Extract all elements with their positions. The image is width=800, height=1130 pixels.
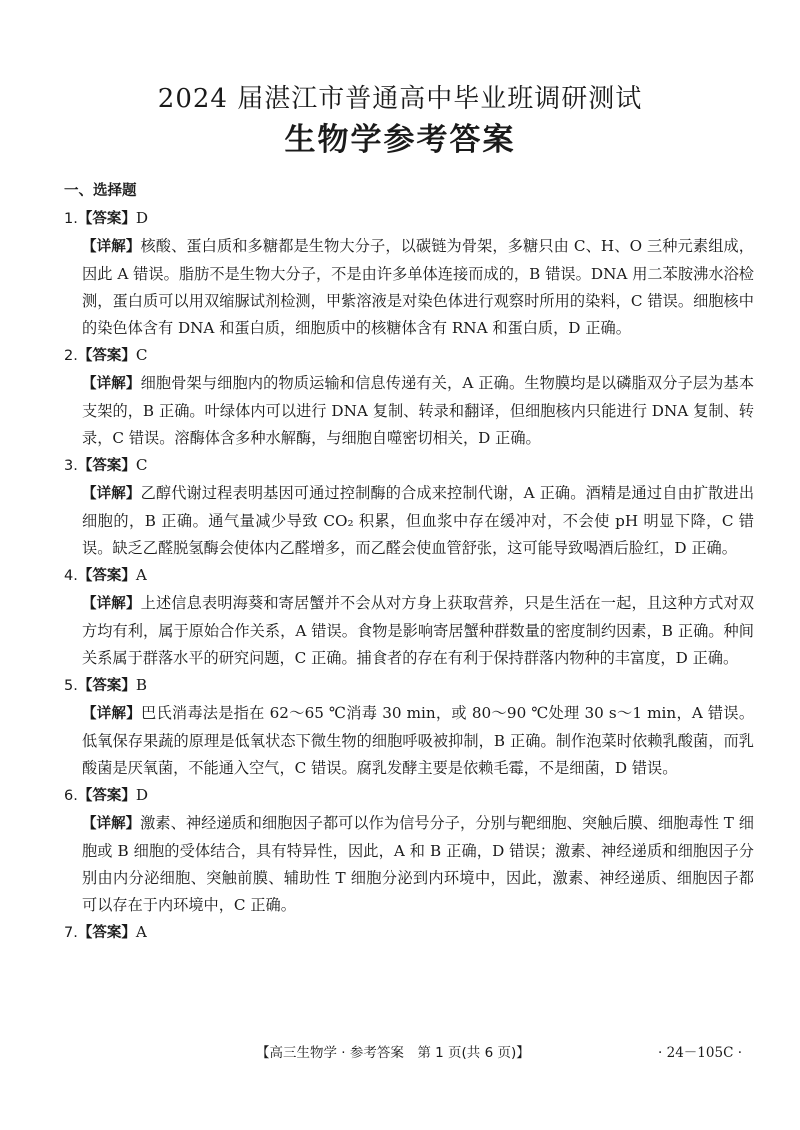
detail-text: 乙醇代谢过程表明基因可通过控制酶的合成来控制代谢，A 正确。酒精是通过自由扩散进出细胞的，B 正确。通气量减少导致 CO₂ 积累，但血浆中存在缓冲对，不会使 pH 明显下降，C 错误。缺乏乙醛脱氢酶会使体内乙醛增多，而乙醛会使血管舒张，这可能导致喝酒后脸红，D 正确。 — [82, 484, 755, 557]
answer-line — [64, 919, 754, 947]
question-2 — [64, 342, 754, 452]
detail-tag: 【详解】 — [82, 706, 142, 722]
answer-tag: 【答案】 — [77, 788, 136, 804]
detail-tag: 【详解】 — [82, 239, 141, 255]
question-number: 4. — [64, 568, 78, 584]
answer-tag: 【答案】 — [77, 925, 136, 941]
page-footer — [0, 1041, 800, 1063]
answer-line — [64, 782, 754, 810]
answer-line — [64, 452, 754, 480]
question-number: 1. — [64, 211, 78, 227]
section-heading: 一、选择题 — [64, 183, 137, 199]
answer-value: A — [135, 566, 147, 584]
question-number: 2. — [64, 348, 78, 364]
question-3 — [64, 452, 754, 562]
footer-code: · 24－105C · — [658, 1045, 742, 1061]
detail-paragraph — [64, 590, 754, 672]
question-number: 6. — [64, 788, 78, 804]
question-5 — [64, 672, 754, 782]
answer-line — [64, 672, 754, 700]
detail-paragraph — [64, 810, 754, 919]
detail-text: 巴氏消毒法是指在 62～65 ℃消毒 30 min，或 80～90 ℃处理 30 s～1 min，A 错误。低氧保存果蔬的原理是低氧状态下微生物的细胞呼吸被抑制，B 正确。制作泡菜时依赖乳酸菌，而乳酸菌是厌氧菌，不能通入空气，C 错误。腐乳发酵主要是依赖毛霉，不是细菌，D 错误。 — [82, 704, 755, 777]
detail-text: 激素、神经递质和细胞因子都可以作为信号分子，分别与靶细胞、突触后膜、细胞毒性 T 细胞或 B 细胞的受体结合，具有特异性，因此，A 和 B 正确，D 错误；激素、神经递质和细胞因子分别由内分泌细胞、突触前膜、辅助性 T 细胞分泌到内环境中，因此，激素、神经递质、细胞因子都可以存在于内环境中，C 正确。 — [82, 814, 754, 914]
answer-tag: 【答案】 — [77, 458, 136, 474]
detail-paragraph — [64, 480, 754, 562]
question-7 — [64, 919, 754, 947]
document-title: 2024 届湛江市普通高中毕业班调研测试 — [157, 84, 643, 114]
detail-text: 上述信息表明海葵和寄居蟹并不会从对方身上获取营养，只是生活在一起，且这种方式对双方均有利，属于原始合作关系，A 错误。食物是影响寄居蟹种群数量的密度制约因素，B 正确。种间关系属于群落水平的研究问题，C 正确。捕食者的存在有利于保持群落内物种的丰富度，D 正确。 — [82, 594, 755, 667]
answer-value: A — [135, 923, 147, 941]
answer-line — [64, 342, 754, 370]
detail-paragraph — [64, 370, 754, 452]
answer-value: C — [135, 456, 148, 474]
detail-tag: 【详解】 — [82, 596, 141, 612]
question-number: 7. — [64, 925, 78, 941]
answer-value: C — [135, 346, 148, 364]
answer-tag: 【答案】 — [77, 348, 136, 364]
answer-line — [64, 562, 754, 590]
answer-tag: 【答案】 — [77, 568, 136, 584]
detail-tag: 【详解】 — [82, 486, 141, 502]
question-number: 3. — [64, 458, 78, 474]
detail-tag: 【详解】 — [82, 376, 141, 392]
detail-text: 核酸、蛋白质和多糖都是生物大分子，以碳链为骨架，多糖只由 C、H、O 三种元素组成，因此 A 错误。脂肪不是生物大分子，不是由许多单体连接而成的，B 错误。DNA 用二苯胺沸水浴检测，蛋白质可以用双缩脲试剂检测，甲紫溶液是对染色体进行观察时所用的染料，C 错误。细胞核中的染色体含有 DNA 和蛋白质，细胞质中的核糖体含有 RNA 和蛋白质，D 正确。 — [82, 237, 754, 337]
detail-text: 细胞骨架与细胞内的物质运输和信息传递有关，A 正确。生物膜均是以磷脂双分子层为基本支架的，B 正确。叶绿体内可以进行 DNA 复制、转录和翻译，但细胞核内只能进行 DNA 复制、转录，C 错误。溶酶体含多种水解酶，与细胞自噬密切相关，D 正确。 — [82, 374, 755, 447]
answer-value: D — [135, 786, 149, 804]
question-number: 5. — [64, 678, 78, 694]
document-subtitle: 生物学参考答案 — [284, 122, 516, 158]
answer-content — [64, 178, 754, 947]
question-6 — [64, 782, 754, 919]
footer-page-info: 【高三生物学 · 参考答案 第 1 页(共 6 页)】 — [256, 1045, 530, 1061]
answer-tag: 【答案】 — [77, 211, 136, 227]
detail-paragraph — [64, 233, 754, 342]
answer-value: B — [135, 676, 148, 694]
detail-paragraph — [64, 700, 754, 782]
answer-tag: 【答案】 — [77, 678, 136, 694]
detail-tag: 【详解】 — [82, 816, 141, 832]
answer-value: D — [135, 209, 149, 227]
question-1 — [64, 205, 754, 342]
answer-line — [64, 205, 754, 233]
question-4 — [64, 562, 754, 672]
